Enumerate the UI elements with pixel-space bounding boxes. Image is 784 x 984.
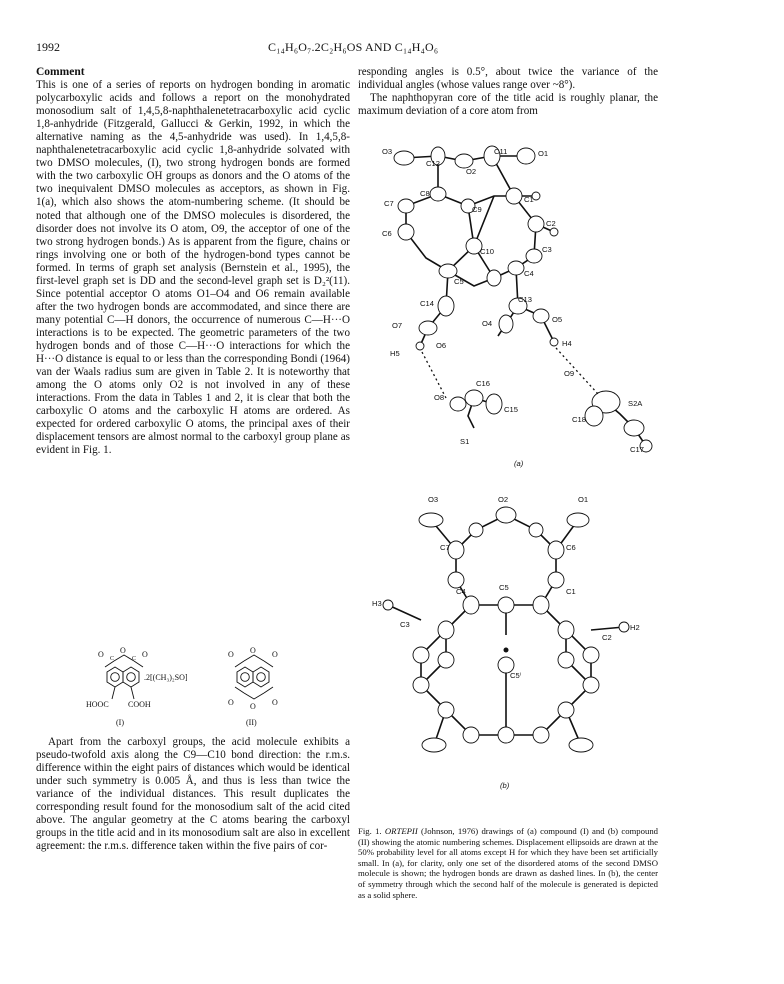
scheme-hooc: HOOC [86,700,109,709]
svg-text:C17: C17 [630,445,644,454]
scheme-solvent: .2[(CH₃)₂SO] [144,673,188,682]
section-heading: Comment [36,66,85,78]
svg-text:C6: C6 [382,229,392,238]
svg-text:O: O [250,646,256,655]
page-header [36,40,751,56]
scheme-cooh: COOH [128,700,151,709]
svg-text:S1: S1 [460,437,470,446]
svg-text:C18: C18 [572,415,586,424]
svg-text:C7: C7 [440,543,450,552]
comment-paragraph-2: Apart from the carboxyl groups, the acid molecule exhibits a pseudo-twofold axis along the C9—C10 bond direction: the r.m.s. difference within the eight pairs of distances which would be identical under such symmetry is 0.005 Å, and thus is less than twice the variance of the individual distances. This result duplicates the corresponding result found for the monosodium salt of the acid cited above. The angular geometry at the C atoms bearing the carboxyl groups in the title acid and in its monosodium salt are also in excellent agreement: the r.m.s. difference taken within the five pairs of cor- [36,736,350,853]
svg-text:C7: C7 [384,199,394,208]
svg-text:O: O [250,702,256,711]
svg-text:H4: H4 [562,339,572,348]
svg-text:O: O [142,650,148,659]
svg-text:O: O [228,698,234,707]
chemical-scheme [76,645,316,729]
svg-text:S2A: S2A [628,399,643,408]
svg-text:O: O [98,650,104,659]
svg-text:C1: C1 [566,587,576,596]
svg-text:C3: C3 [400,620,410,629]
svg-text:C3: C3 [542,245,552,254]
caption-program: ORTEPII [384,826,418,836]
svg-text:O3: O3 [382,147,393,156]
svg-text:O4: O4 [482,319,493,328]
svg-text:C5ⁱ: C5ⁱ [510,671,522,680]
svg-text:C14: C14 [420,299,434,308]
center-of-symmetry [504,648,509,653]
svg-text:C6: C6 [566,543,576,552]
svg-text:C13: C13 [518,295,532,304]
right-column [358,66,658,118]
svg-text:O6: O6 [436,341,447,350]
svg-text:C10: C10 [480,247,494,256]
running-title: C₁₄H₆O₇.2C₂H₆OS AND C₁₄H₄O₆ [268,40,439,54]
svg-text:H5: H5 [390,349,400,358]
svg-text:O: O [228,650,234,659]
svg-text:C15: C15 [504,405,518,414]
svg-text:O: O [272,698,278,707]
svg-text:C1: C1 [524,195,534,204]
caption-label: Fig. 1. [358,826,382,836]
left-column-lower [36,736,350,853]
svg-text:O1: O1 [538,149,549,158]
svg-text:C: C [110,656,115,662]
svg-text:C4: C4 [456,587,466,596]
svg-text:O: O [272,650,278,659]
svg-text:C12: C12 [426,159,440,168]
svg-text:C16: C16 [476,379,490,388]
svg-text:O9: O9 [564,369,575,378]
panel-label-b: (b) [500,781,510,790]
svg-text:C8: C8 [420,189,430,198]
svg-text:C4: C4 [524,269,534,278]
page-number: 1992 [36,40,60,54]
svg-text:C5: C5 [454,277,464,286]
svg-text:O8: O8 [434,393,445,402]
caption-text: (Johnson, 1976) drawings of (a) compound (I) and (b) compound (II) showing the atomic numbering schemes. Displacement ellipsoids are drawn at the 50% probability level for all atoms except H for which they have been set artificially small. In (a), for clarity, only one set of the disordered atoms of the second DMSO molecule is shown; the hydrogen bonds are drawn as dashed lines. In (b), the center of symmetry through which the second half of the molecule is generated is depicted as a solid sphere. [358,826,659,900]
scheme-label-1: (I) [116,718,124,727]
svg-text:O1: O1 [578,495,589,504]
svg-text:C2: C2 [546,219,556,228]
svg-text:C5: C5 [499,583,509,592]
svg-text:O5: O5 [552,315,563,324]
svg-text:H2: H2 [630,623,640,632]
svg-text:C2: C2 [602,633,612,642]
bond-network-b [388,515,624,745]
svg-text:C9: C9 [472,205,482,214]
ortep-figure-a [376,136,666,481]
svg-text:O3: O3 [428,495,439,504]
left-column [36,66,350,457]
svg-text:O2: O2 [466,167,477,176]
right-paragraph-1: responding angles is 0.5°, about twice the variance of the individual angles (whose values range over ~8°). [358,66,658,92]
ortep-figure-b [366,490,666,795]
svg-text:C11: C11 [494,147,508,156]
svg-text:O7: O7 [392,321,403,330]
comment-paragraph-1: This is one of a series of reports on hydrogen bonding in aromatic polycarboxylic acids and follows a report on the monohydrated monosodium salt of 1,4,5,8-naphthalenetetracarboxylic acid cyclic 1,8-anhydride (Fitzgerald, Gallucci & Gerkin, 1992, in which the alternative naming as the 4,5-anhydride was used). In 1,4,5,8-naphthalenetetracarboxylic acid cyclic 1,8-anhydride solvated with two DMSO molecules, (I), two strong hydrogen bonds are formed with the two carboxylic OH groups as donors and the O atoms of the two inequivalent DMSO molecules as acceptors, as shown in Fig. 1(a), which also shows the atom-numbering scheme. (It should be noted that although one of the DMSO molecules is disordered, the disorder does not involve its O atom, O9, the acceptor of one of the two strong hydrogen bonds.) As is apparent from the figure, chains or rings involving one or both of the hydrogen-bond types cannot be formed. In terms of graph set analysis (Bernstein et al., 1995), the first-level graph set is DD and the second-level graph set is D₂²(11). Since potential acceptor O atoms O1–O4 and O6 remain available after the two hydrogen bonds are accommodated, and since there are many potential C—H donors, the occurrence of numerous C—H···O interactions is to be expected. The geometric parameters of the two hydrogen bonds and of those C—H···O interactions for which the H···O distance is equal to or less than the corresponding Bondi (1964) van der Waals radius sum are given in Table 2. It is noteworthy that among the O atoms only O2 is not involved in any of these interactions. From the data in Tables 1 and 2, it is clear that both the carboxylic O atoms and the carboxylic H atoms are ordered. As expected for ordered carboxylic O atoms, the principal axes of their displacement tensors are almost normal to the carboxyl group plane as evident in Fig. 1. [36,79,350,457]
svg-text:C: C [132,656,137,662]
svg-text:O2: O2 [498,495,509,504]
right-paragraph-2: The naphthopyran core of the title acid is roughly planar, the maximum deviation of a core atom from [358,92,658,118]
figure-caption [358,826,658,900]
svg-text:H3: H3 [372,599,382,608]
svg-text:O: O [120,646,126,655]
scheme-label-2: (II) [246,718,257,727]
panel-label-a: (a) [514,459,524,468]
